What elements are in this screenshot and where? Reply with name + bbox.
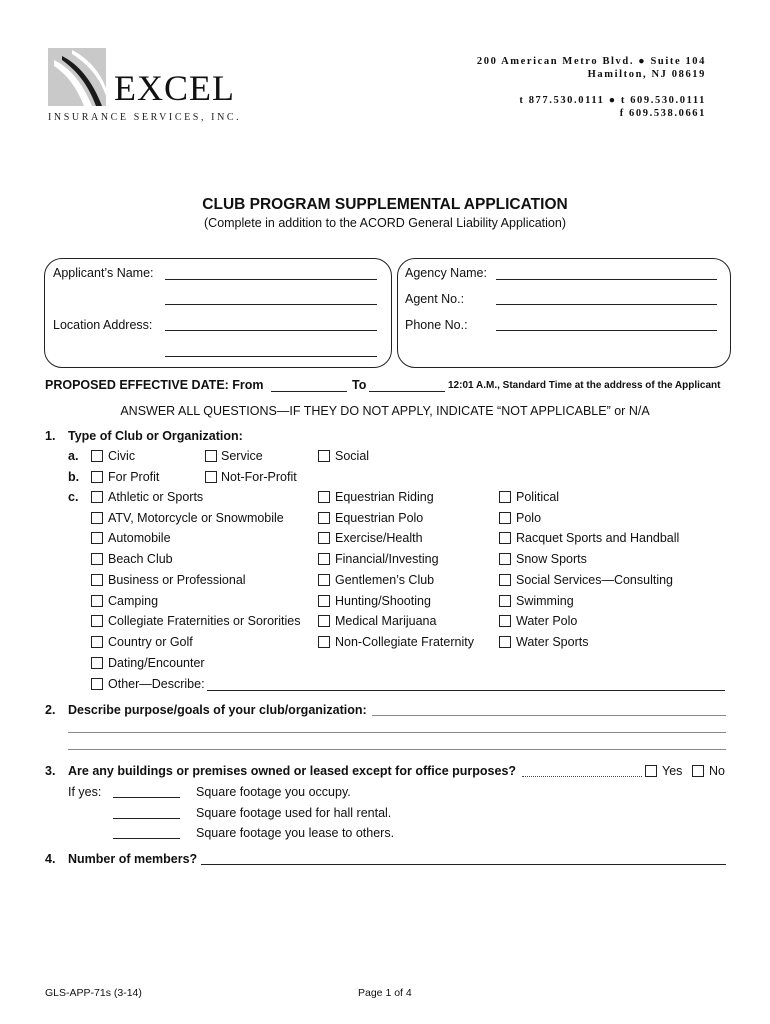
club-type-checkbox[interactable] (318, 615, 330, 627)
effective-to-field[interactable] (369, 391, 445, 392)
club-type-label: Racquet Sports and Handball (516, 531, 680, 545)
location-address-field[interactable] (165, 330, 377, 331)
q1-b-letter: b. (68, 470, 80, 484)
for-profit-checkbox[interactable] (91, 471, 103, 483)
club-type-label: Dating/Encounter (108, 656, 205, 670)
not-for-profit-checkbox[interactable] (205, 471, 217, 483)
club-type-label: Snow Sports (516, 552, 587, 566)
club-type-label: Equestrian Polo (335, 511, 424, 525)
club-type-label: Political (516, 490, 560, 504)
address-line-1: 200 American Metro Blvd. ● Suite 104 (476, 56, 706, 67)
other-describe-checkbox[interactable] (91, 678, 103, 690)
club-type-label: Camping (108, 594, 159, 608)
phone-no-field[interactable] (496, 330, 717, 331)
club-type-label: Medical Marijuana (335, 614, 437, 628)
phone-line-1: t 877.530.0111 ● t 609.530.0111 (519, 95, 706, 106)
effective-to-label: To (352, 378, 367, 392)
club-type-checkbox[interactable] (499, 491, 511, 503)
agency-name-label: Agency Name: (405, 266, 487, 280)
club-type-label: ATV, Motorcycle or Snowmobile (108, 511, 284, 525)
sqft-hall-rental-field[interactable] (113, 818, 180, 819)
club-type-checkbox[interactable] (91, 532, 103, 544)
q4-label: Number of members? (68, 852, 198, 866)
club-type-checkbox[interactable] (499, 615, 511, 627)
club-type-checkbox[interactable] (318, 512, 330, 524)
effective-time-note: 12:01 A.M., Standard Time at the address of the Applicant (448, 380, 721, 391)
sqft-lease-field[interactable] (113, 838, 180, 839)
club-type-checkbox[interactable] (499, 512, 511, 524)
q1-label: Type of Club or Organization: (68, 429, 243, 443)
sqft-lease-label: Square footage you lease to others. (196, 826, 395, 840)
form-title: CLUB PROGRAM SUPPLEMENTAL APPLICATION (202, 196, 568, 213)
phone-no-label: Phone No.: (405, 318, 468, 332)
club-type-label: Collegiate Fraternities or Sororities (108, 614, 301, 628)
applicant-name-field[interactable] (165, 279, 377, 280)
civic-checkbox[interactable] (91, 450, 103, 462)
club-type-label: Gentlemen’s Club (335, 573, 435, 587)
q3-if-yes-label: If yes: (68, 785, 102, 799)
effective-from-field[interactable] (271, 391, 347, 392)
club-type-checkbox[interactable] (318, 595, 330, 607)
q1-a-letter: a. (68, 449, 79, 463)
address-line-2: Hamilton, NJ 08619 (587, 69, 706, 80)
q3-no-checkbox[interactable] (692, 765, 704, 777)
club-type-checkbox[interactable] (91, 491, 103, 503)
civic-label: Civic (108, 449, 136, 463)
social-checkbox[interactable] (318, 450, 330, 462)
location-address-field-2[interactable] (165, 356, 377, 357)
club-type-label: Non-Collegiate Fraternity (335, 635, 474, 649)
social-label: Social (335, 449, 370, 463)
service-label: Service (221, 449, 263, 463)
club-type-checkbox[interactable] (499, 532, 511, 544)
service-checkbox[interactable] (205, 450, 217, 462)
agent-no-field[interactable] (496, 304, 717, 305)
club-type-label: Beach Club (108, 552, 173, 566)
club-type-checkbox[interactable] (499, 553, 511, 565)
phone-line-2: f 609.538.0661 (619, 108, 706, 119)
logo-wordmark: EXCEL (114, 68, 235, 108)
for-profit-label: For Profit (108, 470, 160, 484)
q3-number: 3. (45, 764, 56, 778)
not-for-profit-label: Not-For-Profit (221, 470, 297, 484)
other-describe-label: Other—Describe: (108, 677, 205, 691)
q3-yes-label: Yes (662, 764, 683, 778)
sqft-occupy-field[interactable] (113, 797, 180, 798)
club-type-label: Automobile (108, 531, 171, 545)
q4-number: 4. (45, 852, 56, 866)
q3-leader-dots (522, 776, 642, 777)
location-address-label: Location Address: (53, 318, 153, 332)
q3-no-label: No (709, 764, 725, 778)
agency-name-field[interactable] (496, 279, 717, 280)
sqft-occupy-label: Square footage you occupy. (196, 785, 351, 799)
club-type-checkbox[interactable] (318, 532, 330, 544)
club-type-checkbox[interactable] (91, 595, 103, 607)
purpose-field[interactable] (372, 715, 726, 716)
logo-subtitle: INSURANCE SERVICES, INC. (48, 112, 242, 123)
club-type-checkbox[interactable] (499, 636, 511, 648)
company-logo (48, 48, 248, 128)
club-type-label: Business or Professional (108, 573, 246, 587)
club-type-checkbox[interactable] (91, 512, 103, 524)
club-type-checkbox[interactable] (91, 636, 103, 648)
club-type-label: Social Services—Consulting (516, 573, 674, 587)
purpose-field-3[interactable] (68, 749, 726, 750)
page-number: Page 1 of 4 (358, 987, 412, 999)
applicant-name-label: Applicant’s Name: (53, 266, 154, 280)
club-type-checkbox[interactable] (318, 553, 330, 565)
club-type-checkbox[interactable] (91, 657, 103, 669)
instruction-text: ANSWER ALL QUESTIONS—IF THEY DO NOT APPLY, INDICATE “NOT APPLICABLE” or N/A (120, 404, 650, 418)
q1-c-letter: c. (68, 490, 79, 504)
club-type-label: Athletic or Sports (108, 490, 204, 504)
agent-no-label: Agent No.: (405, 292, 465, 306)
club-type-label: Swimming (516, 594, 574, 608)
q3-label: Are any buildings or premises owned or leased except for office purposes? (68, 764, 517, 778)
sqft-hall-rental-label: Square footage used for hall rental. (196, 806, 392, 820)
club-type-checkbox[interactable] (318, 636, 330, 648)
q2-number: 2. (45, 703, 56, 717)
q2-label: Describe purpose/goals of your club/organization: (68, 703, 367, 717)
purpose-field-2[interactable] (68, 732, 726, 733)
club-type-checkbox[interactable] (499, 574, 511, 586)
q1-number: 1. (45, 429, 56, 443)
form-id: GLS-APP-71s (3-14) (45, 987, 142, 999)
other-describe-field[interactable] (207, 690, 725, 691)
applicant-name-field-2[interactable] (165, 304, 377, 305)
club-type-label: Exercise/Health (335, 531, 423, 545)
club-type-label: Water Polo (516, 614, 578, 628)
club-type-checkbox[interactable] (91, 553, 103, 565)
effective-date-label: PROPOSED EFFECTIVE DATE: From (45, 378, 264, 392)
form-subtitle: (Complete in addition to the ACORD General Liability Application) (204, 216, 566, 230)
q3-yes-checkbox[interactable] (645, 765, 657, 777)
club-type-checkbox[interactable] (91, 615, 103, 627)
club-type-checkbox[interactable] (91, 574, 103, 586)
club-type-checkbox[interactable] (318, 574, 330, 586)
club-type-label: Water Sports (516, 635, 589, 649)
logo-emblem-icon (48, 48, 106, 106)
club-type-checkbox[interactable] (318, 491, 330, 503)
club-type-label: Country or Golf (108, 635, 193, 649)
club-type-label: Hunting/Shooting (335, 594, 431, 608)
club-type-label: Equestrian Riding (335, 490, 434, 504)
number-of-members-field[interactable] (201, 864, 726, 865)
club-type-label: Financial/Investing (335, 552, 439, 566)
club-type-label: Polo (516, 511, 542, 525)
club-type-checkbox[interactable] (499, 595, 511, 607)
